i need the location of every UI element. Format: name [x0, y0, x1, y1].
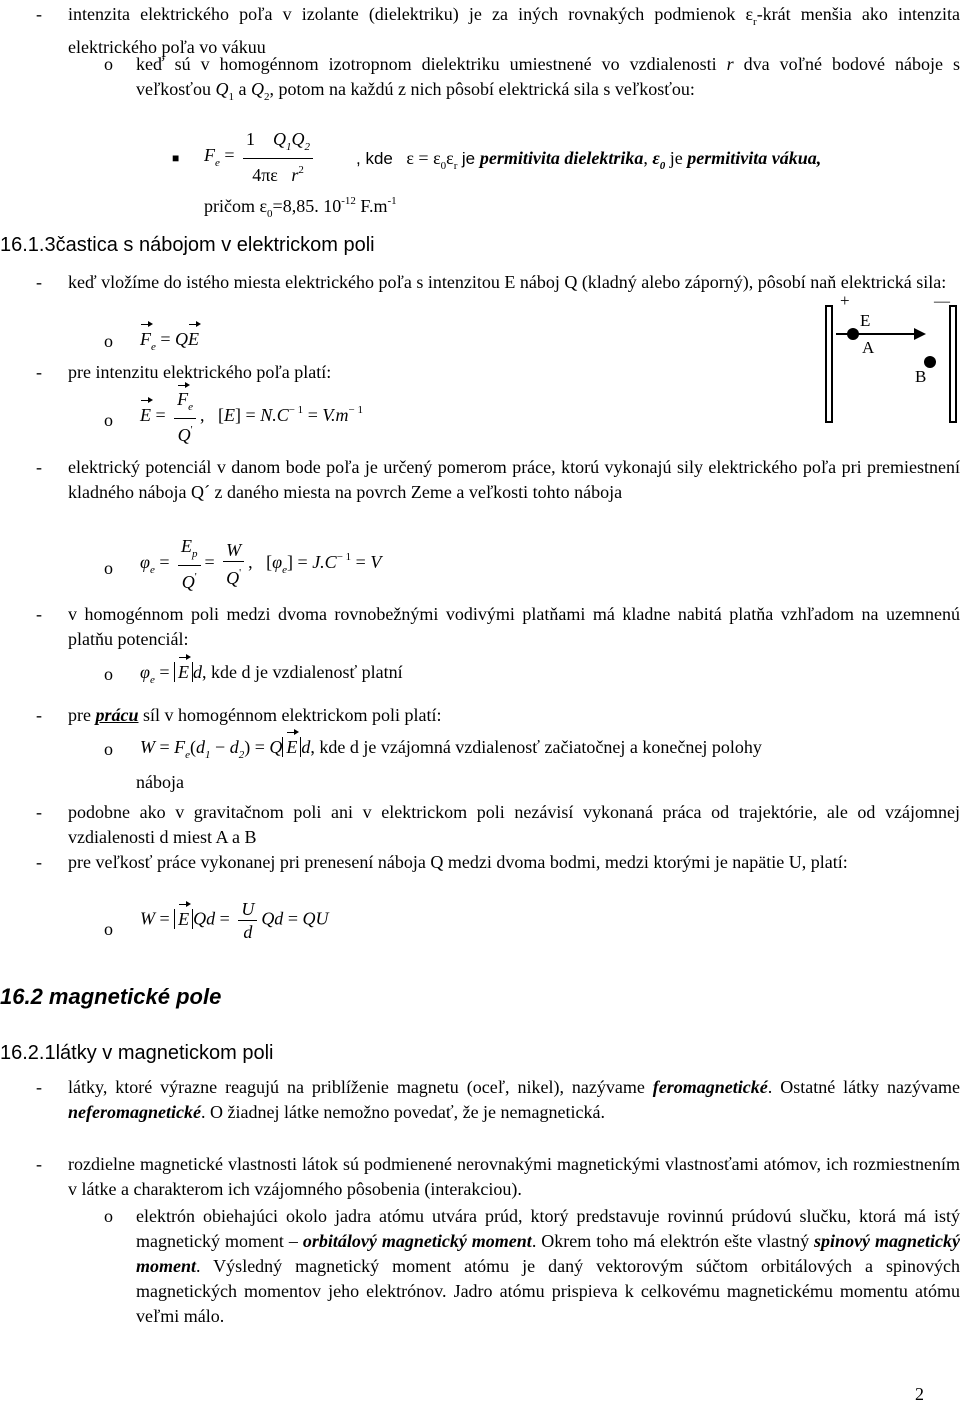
section-heading-16-2-1: 16.2.1látky v magnetickom poli	[0, 1042, 274, 1064]
list-ring: o	[104, 410, 113, 430]
paragraph-homogeneous: v homogénnom poli medzi dvoma rovnobežnými vodivými platňami má kladne nabitá platňa vzhľadom na uzemnenú platňu potenciál:	[68, 604, 960, 649]
list-dash: -	[36, 272, 42, 292]
list-dash: -	[36, 362, 42, 382]
paragraph-magnetic-moment: elektrón obiehajúci okolo jadra atómu utvára prúd, ktorý predstavuje rovinnú prúdovú slučku, ktorá má istý magnetický moment – orbitálový magnetický moment. Okrem toho má elektrón ešte vlastný spinový magnetický moment. Výsledný magnetický moment atómu je daný vektorovým súčtom orbitálových a spinových magnetických momentov jeho elektrónov. Jadro atómu prispieva k celkovému magnetickému momentu atómu veľmi málo.	[136, 1206, 960, 1326]
list-dash: -	[36, 457, 42, 477]
list-square-bullet: ■	[172, 151, 180, 165]
kde-clause: , kde $\varepsilon = \varepsilon_0\varepsilon_r$ je permitivita dielektrika, $\varepsilon_0$ je permitivita vákua,	[356, 148, 822, 172]
list-ring: o	[104, 739, 113, 759]
force-formula: $F_e$ = QE	[140, 329, 200, 353]
paragraph-work: pre prácu síl v homogénnom elektrickom poli platí:	[68, 705, 442, 725]
list-dash: -	[36, 604, 42, 624]
plus-sign: +	[840, 294, 850, 310]
paragraph-voltage-work: pre veľkosť práce vykonanej pri prenesení náboja Q medzi dvoma bodmi, medzi ktorými je napätie U, platí:	[68, 852, 848, 872]
paragraph-magnetic-properties: rozdielne magnetické vlastnosti látok sú podmienené nerovnakými magnetickými vlastnosťami atómov, ich rozmiestnením v látke a charakterom ich vzájomného pôsobenia (interakciou).	[68, 1154, 960, 1199]
field-arrowhead	[914, 328, 926, 340]
work-formula: $W = F_e(d_1 - d_2) = Q$ E d, kde d je vzájomná vzdialenosť začiatočnej a konečnej polohy	[140, 737, 762, 761]
label-a: A	[862, 338, 875, 357]
paragraph-intensity: pre intenzitu elektrického poľa platí:	[68, 362, 332, 382]
section-heading-16-2: 16.2 magnetické pole	[0, 984, 222, 1009]
voltage-work-formula: W = E Qd = $\frac{U}{d}$ Qd = QU	[140, 899, 329, 942]
plate-potential-formula: $\varphi_e = E$ d, kde d je vzdialenosť platní	[140, 662, 403, 686]
list-dash: -	[36, 802, 42, 822]
paragraph-path-independence: podobne ako v gravitačnom poli ani v elektrickom poli nezávisí vykonaná práca od trajektórie, ale od vzájomnej vzdialenosti d miest A a B	[68, 802, 960, 847]
paragraph-intro-2: keď sú v homogénnom izotropnom dielektriku umiestnené vo vzdialenosti r dva voľné bodové náboje s veľkosťou $Q_1$ a $Q_2$, potom na každú z nich pôsobí elektrická sila s veľkosťou:	[136, 54, 960, 103]
label-b: B	[915, 367, 927, 386]
list-dash: -	[36, 4, 42, 24]
list-ring: o	[104, 919, 113, 939]
list-ring: o	[104, 558, 113, 578]
list-ring: o	[104, 54, 113, 74]
list-dash: -	[36, 705, 42, 725]
plate-capacitor-diagram	[822, 294, 960, 424]
intensity-formula: E = $\frac{F_e}{Q'}$ , $[E] = N.C^{- 1} = V.m^{- 1}$	[140, 389, 363, 445]
positive-plate	[826, 306, 832, 422]
list-ring: o	[104, 1206, 113, 1226]
point-a-dot	[847, 328, 859, 340]
paragraph-potential: elektrický potenciál v danom bode poľa je určený pomerom práce, ktorú vykonajú sily elektrického poľa pri premiestnení kladného náboja Q´ z daného miesta na povrch Zeme a veľkosti tohto náboja	[68, 457, 960, 502]
potential-formula: $\varphi_e$ = $\frac{E_p}{Q'}$ = $\frac{W}{Q'}$ , $[\varphi_e] = J.C^{- 1} = V$	[140, 536, 382, 592]
label-e: E	[860, 311, 871, 330]
list-dash: -	[36, 852, 42, 872]
list-dash: -	[36, 1077, 42, 1097]
paragraph-intro-1: intenzita elektrického poľa v izolante (dielektriku) je za iných rovnakých podmienok $\varepsilon_r$-krát menšia ako intenzita elektrického poľa vo vákuu	[68, 4, 960, 57]
list-dash: -	[36, 1154, 42, 1174]
pricom-line: pričom $\varepsilon_0=8,85$. $10^{-12}$ $F.m^{-1}$	[204, 195, 397, 220]
coulomb-formula: $F_e$ = $\frac{1 Q_1Q_2}{4\pi\varepsilon r^2}$	[204, 128, 317, 186]
list-ring: o	[104, 331, 113, 351]
list-ring: o	[104, 664, 113, 684]
page-number: 2	[915, 1384, 924, 1404]
paragraph-ferromagnetic: látky, ktoré výrazne reagujú na priblíženie magnetu (oceľ, nikel), nazývame feromagnetické. Ostatné látky nazývame neferomagnetické. O žiadnej látke nemožno povedať, že je nemagnetická.	[68, 1077, 960, 1122]
work-formula-tail: náboja	[136, 772, 184, 792]
paragraph-force: keď vložíme do istého miesta elektrického poľa s intenzitou E náboj Q (kladný alebo záporný), pôsobí naň elektrická sila:	[68, 272, 947, 292]
minus-sign: —	[934, 294, 950, 310]
section-heading-16-1-3: 16.1.3častica s nábojom v elektrickom poli	[0, 234, 375, 256]
negative-plate	[950, 306, 956, 422]
